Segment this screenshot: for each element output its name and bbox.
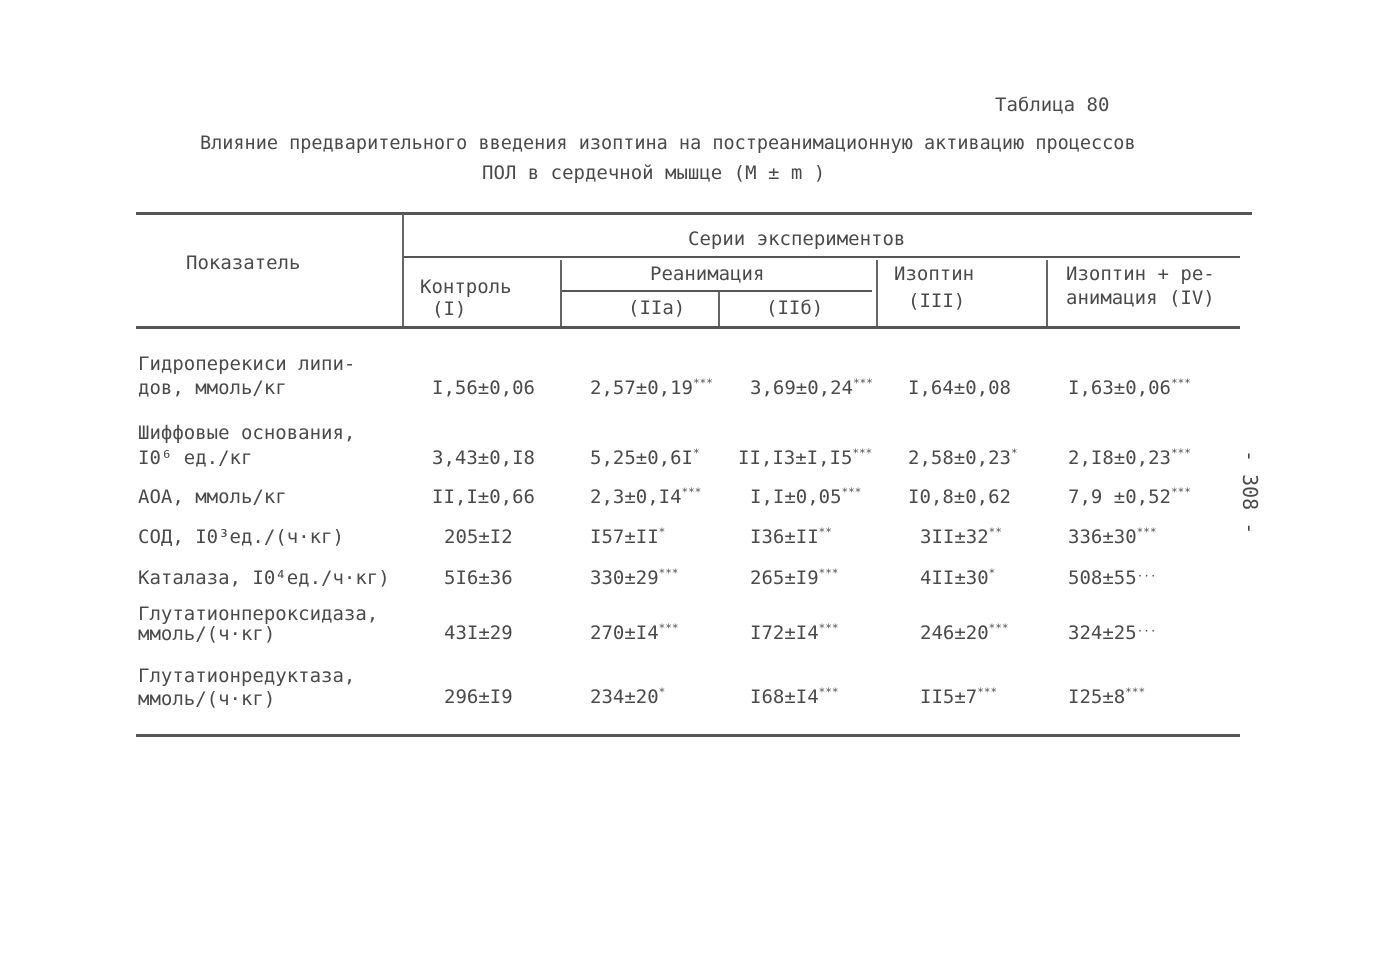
col-divider-indicator — [402, 214, 404, 326]
cell-isoptin: II5±7*** — [920, 685, 998, 708]
cell-reanimation-a: 270±I4*** — [590, 621, 679, 644]
cell-isoptin-reanimation: 2,I8±0,23*** — [1068, 446, 1191, 469]
header-series: Серии экспериментов — [688, 228, 906, 250]
cell-isoptin: 246±20*** — [920, 621, 1009, 644]
cell-reanimation-a: 2,3±0,I4*** — [590, 485, 702, 508]
header-isoptin-rean-2: анимация (IV) — [1066, 287, 1215, 309]
cell-reanimation-b: I,I±0,05*** — [750, 485, 862, 508]
header-reanimation-a: (IIа) — [628, 297, 686, 319]
cell-control: 3,43±0,I8 — [432, 447, 535, 469]
cell-reanimation-b: 3,69±0,24*** — [750, 376, 873, 399]
cell-control: 5I6±36 — [444, 567, 513, 589]
cell-isoptin-reanimation: 508±55... — [1068, 566, 1157, 589]
row-label-line2: ммоль/(ч·кг) — [138, 623, 276, 645]
header-control-num: (I) — [432, 298, 467, 320]
series-rule — [404, 256, 1240, 258]
cell-reanimation-a: 234±20* — [590, 685, 666, 708]
col-divider-isoptin — [1046, 260, 1048, 326]
cell-reanimation-b: II,I3±I,I5*** — [738, 446, 873, 469]
cell-isoptin: I0,8±0,62 — [908, 486, 1011, 508]
cell-isoptin: 2,58±0,23* — [908, 446, 1018, 469]
cell-reanimation-a: 5,25±0,6I* — [590, 446, 700, 469]
cell-isoptin-reanimation: 336±30*** — [1068, 525, 1157, 548]
page-number: - 308 - — [1238, 450, 1262, 535]
cell-isoptin-reanimation: I,63±0,06*** — [1068, 376, 1191, 399]
cell-reanimation-b: I72±I4*** — [750, 621, 839, 644]
row-label-line2: АОА, ммоль/кг — [138, 486, 287, 508]
header-isoptin-rean-1: Изоптин + ре- — [1066, 263, 1215, 285]
row-label-line2: дов, ммоль/кг — [138, 377, 287, 399]
row-label-line2: Каталаза, I0⁴ед./ч·кг) — [138, 567, 390, 589]
cell-reanimation-b: I68±I4*** — [750, 685, 839, 708]
cell-control: 296±I9 — [444, 686, 513, 708]
row-label-line1: Шиффовые основания, — [138, 422, 356, 444]
header-isoptin-num: (III) — [908, 290, 966, 312]
cell-reanimation-b: I36±II** — [750, 525, 832, 548]
header-indicator: Показатель — [186, 252, 301, 274]
table-top-rule — [136, 212, 1252, 215]
cell-isoptin-reanimation: I25±8*** — [1068, 685, 1146, 708]
cell-isoptin: I,64±0,08 — [908, 377, 1011, 399]
header-reanimation: Реанимация — [650, 263, 765, 285]
col-divider-rean-b — [876, 260, 878, 326]
row-label-line1: Гидроперекиси липи- — [138, 353, 356, 375]
table-bottom-rule — [136, 734, 1240, 737]
cell-isoptin-reanimation: 7,9 ±0,52*** — [1068, 485, 1191, 508]
col-divider-control — [560, 260, 562, 326]
cell-reanimation-a: 2,57±0,19*** — [590, 376, 713, 399]
cell-isoptin: 3II±32** — [920, 525, 1002, 548]
cell-reanimation-a: 330±29*** — [590, 566, 679, 589]
row-label-line1: Глутатионредуктаза, — [138, 665, 356, 687]
row-label-line1: Глутатионпероксидаза, — [138, 603, 379, 625]
header-isoptin-name: Изоптин — [894, 263, 975, 285]
cell-control: II,I±0,66 — [432, 486, 535, 508]
header-reanimation-b: (IIб) — [766, 297, 824, 319]
row-label-line2: ммоль/(ч·кг) — [138, 688, 276, 710]
cell-isoptin-reanimation: 324±25... — [1068, 621, 1157, 644]
table-title-line2: ПОЛ в сердечной мышце (M ± m ) — [482, 162, 826, 184]
cell-reanimation-a: I57±II* — [590, 525, 666, 548]
cell-control: 43I±29 — [444, 622, 513, 644]
table-title-line1: Влияние предварительного введения изоптина на постреанимационную активацию процессов — [200, 133, 1136, 154]
col-divider-reanimation — [718, 292, 720, 326]
table-number: Таблица 80 — [995, 94, 1110, 116]
reanimation-rule — [562, 290, 872, 292]
row-label-line2: I0⁶ ед./кг — [138, 447, 253, 469]
header-bottom-rule — [136, 326, 1240, 329]
row-label-line2: СОД, I0³ед./(ч·кг) — [138, 526, 344, 548]
cell-reanimation-b: 265±I9*** — [750, 566, 839, 589]
cell-control: I,56±0,06 — [432, 377, 535, 399]
cell-isoptin: 4II±30* — [920, 566, 996, 589]
header-control-name: Контроль — [420, 276, 512, 298]
cell-control: 205±I2 — [444, 526, 513, 548]
